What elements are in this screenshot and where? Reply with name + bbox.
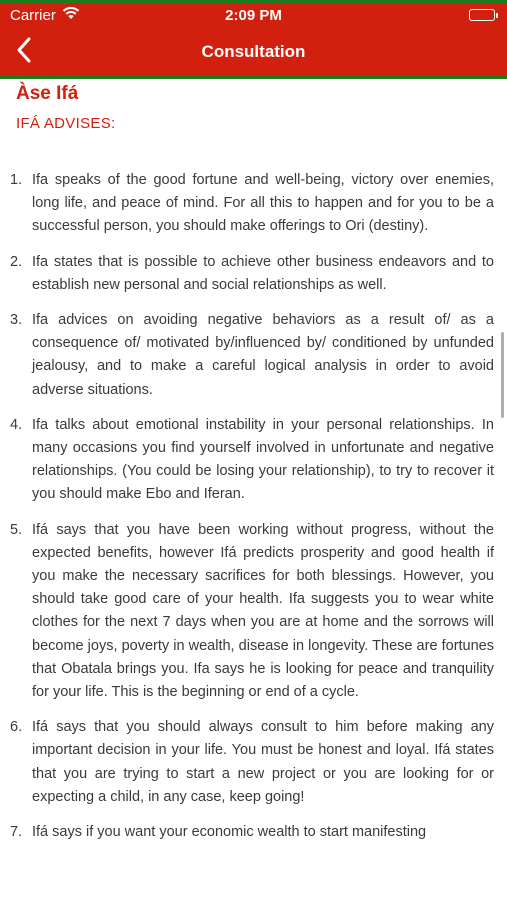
list-item [10,169,494,239]
list-item [10,414,494,507]
item-text: Ifa states that is possible to achieve other business endeavors and to establish new personal and social relationships as well. [32,253,494,293]
page-nav-title: Consultation [201,42,306,61]
page-title: Àse Ifá [16,83,79,104]
item-number: 7. [10,824,23,841]
item-number: 1. [10,172,23,188]
scroll-content[interactable] [0,79,507,900]
item-text: Ifa speaks of the good fortune and well-being, victory over enemies, long life, and peace of mind. For all this to happen and for you to be a successful person, you should make offerings to Ori (destiny). [32,172,494,235]
carrier-label: Carrier [10,7,56,24]
list-item [10,821,494,844]
list-item [10,309,494,402]
status-time: 2:09 PM [225,7,282,24]
item-text: Ifá says that you have been working without progress, without the expected benefits, however Ifá predicts prosperity and good health if you make the necessary sacrifices for both blessings. However, you should take good care of your health. Ifa suggests you to wear white clothes for the next 7 days when you are at home and the sorrows will become joys, poverty in wealth, disease in longevity. These are fortunes that Obatala brings you. Ifa says he is looking for peace and tranquility for your life. This is the beginning or end of a cycle. [32,521,494,701]
item-text: Ifa talks about emotional instability in your personal relationships. In many occasions you find yourself involved in unfortunate and negative relationships. (You could be losing your relationship), to try to recover it you should make Ebo and Iferan. [32,416,494,503]
item-number: 6. [10,719,23,736]
item-number: 3. [10,312,23,329]
item-number: 2. [10,253,23,270]
item-text: Ifá says that you should always consult to him before making any important decision in your life. You must be honest and loyal. Ifá states that you are trying to start a new project or you are looking for or expecting a child, in any case, keep going! [32,719,494,805]
navigation-bar [0,28,507,76]
section-subtitle: IFÁ ADVISES: [16,115,116,132]
advice-list [10,169,494,856]
item-text: Ifá says if you want your economic wealth to start manifesting [32,824,427,841]
item-number: 4. [10,416,23,433]
list-item [10,251,494,297]
vertical-scrollbar[interactable] [501,332,504,418]
item-text: Ifa advices on avoiding negative behaviors as a result of/ as a consequence of/ motivated by/influenced by/ conditioned by unfunded jealousy, and to make a careful logical analysis in order to avoid adverse situations. [32,312,494,398]
list-item [10,716,494,809]
item-number: 5. [10,521,23,538]
list-item [10,519,494,705]
app-header [0,4,507,76]
battery-icon [469,9,495,21]
status-bar [0,4,507,26]
